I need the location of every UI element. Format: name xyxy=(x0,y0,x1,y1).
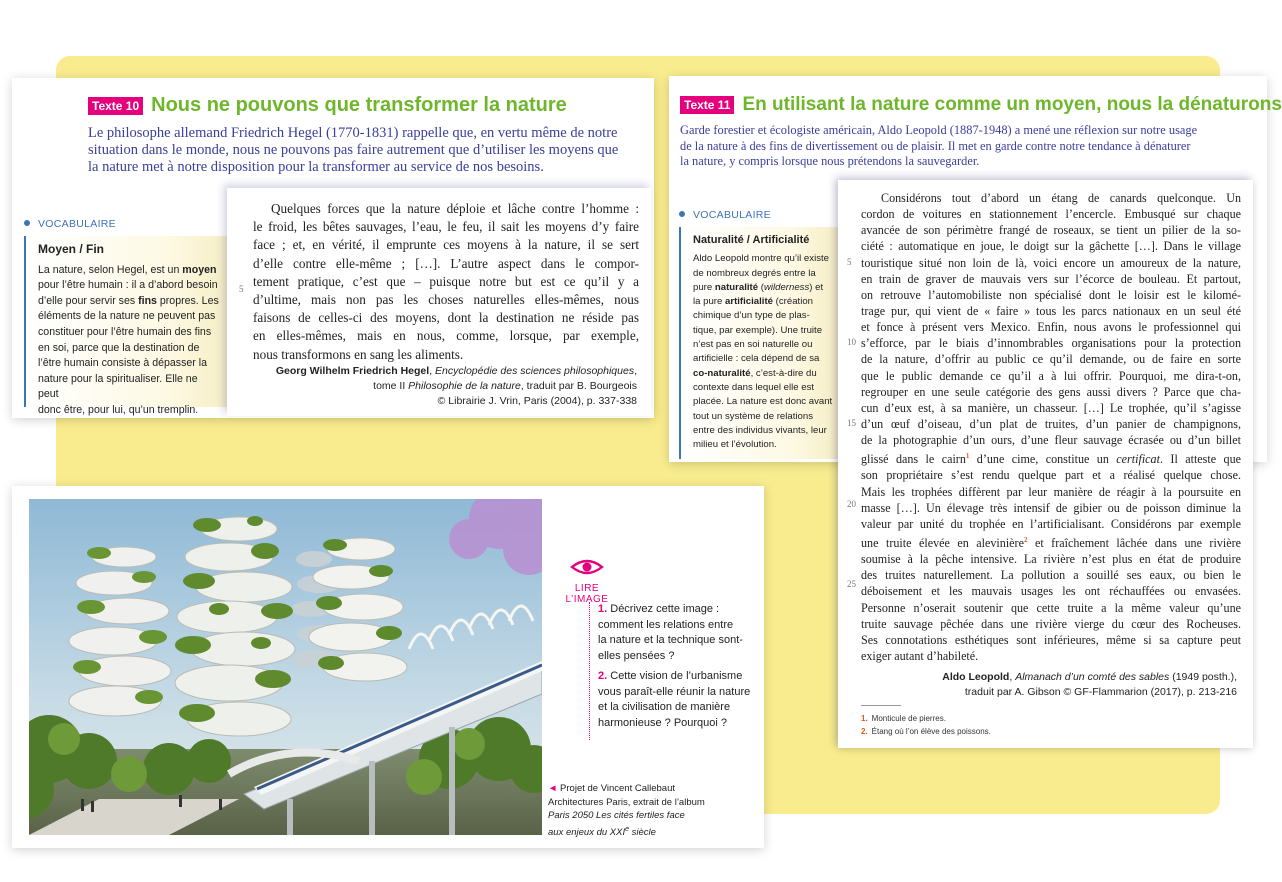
vocabulary-box xyxy=(679,227,839,459)
line-number: 25 xyxy=(847,579,856,590)
line-number: 5 xyxy=(239,284,244,294)
body-line: exiger autant d’habileté. xyxy=(861,649,979,663)
vocabulary-line: d’elle pour servir ses fins propres. Les xyxy=(38,294,219,307)
body-line: face ; et, en vérité, il emprunte ces moyens à la nature, il se sert xyxy=(253,237,639,253)
vocabulary-line: pure naturalité (wilderness) et xyxy=(693,281,824,293)
image-questions xyxy=(589,602,758,740)
vocabulary-line: Aldo Leopold montre qu’il existe xyxy=(693,253,829,265)
texte-11-tag: Texte 11 xyxy=(680,96,734,114)
architecture-photo xyxy=(29,499,542,835)
line-number: 5 xyxy=(847,256,852,267)
body-line: avancée de son périmètre frangé de roseaux, se tient un pilier de la so- xyxy=(861,223,1241,238)
body-line: de la photographie d’un ours, d’une fleur sauvage écrasée ou d’un billet xyxy=(861,433,1241,448)
eye-icon xyxy=(552,556,622,578)
vocabulary-line: co-naturalité, c’est-à-dire du xyxy=(693,367,817,379)
vocabulary-line: artificielle : cela dépend de sa xyxy=(693,353,820,365)
vocabulary-line: milieu et l’évolution. xyxy=(693,439,777,451)
texte-10-body xyxy=(253,200,639,364)
footnotes xyxy=(861,705,991,738)
texte-10-tag: Texte 10 xyxy=(88,97,143,115)
image-caption: ◄ Projet de Vincent Callebaut Architectures Paris, extrait de l’album Paris 2050 Les cités fertiles face aux enjeux du XXIe siècle xyxy=(548,783,705,838)
texte-11-intro: Garde forestier et écologiste américain, Aldo Leopold (1887-1948) a mené une réflexion sur notre usage de la nature à des fins de divertissement ou de plaisir. Il met en garde contre notre tendance à dénaturer la nature, y compris lorsque nous prétendons la sauvegarder. xyxy=(680,123,1198,168)
vocabulary-line: constituer pour l’être humain des fins xyxy=(38,325,212,338)
vocabulary-line: chimique d’un type de plas- xyxy=(693,310,810,322)
line-number: 20 xyxy=(847,498,856,509)
texte-11-credit: Aldo Leopold, Almanach d’un comté des sables (1949 posth.), traduit par A. Gibson © GF-Flammarion (2017), p. 213-216 xyxy=(942,671,1237,698)
vocabulary-line: tout un système de relations xyxy=(693,410,813,422)
body-line: que le public demande ce qu’il a à lui offrir. Pourquoi, me dira-t-on, xyxy=(861,368,1241,383)
footnote-1: 1. Monticule de pierres. xyxy=(861,714,946,723)
body-line: cordon de voitures en stationnement l’encercle. Embusqué sur chaque xyxy=(861,207,1241,222)
vocabulary-text xyxy=(693,252,833,452)
vocabulary-title: Moyen / Fin xyxy=(38,242,104,256)
texte-11-vocabulary xyxy=(679,209,839,459)
body-line: d’ultime, mais non pas les choses naturelles elles-mêmes, nous xyxy=(253,292,639,308)
vocabulary-line: contexte dans lequel elle est xyxy=(693,381,815,393)
image-panel xyxy=(12,486,764,848)
vocabulary-line: nature pour la spiritualiser. Elle ne peut xyxy=(38,372,198,401)
vocabulary-line: placée. La nature est donc avant xyxy=(693,396,833,408)
body-line: des truites naturellement. La pollution a souillé ses eaux, ou bien le xyxy=(861,568,1241,583)
body-line: Ses connotations esthétiques sont inférieures, même si sa capture peut xyxy=(861,632,1241,647)
body-line: le froid, les bêtes sauvages, l’eau, le feu, il sait les moyens d’y faire xyxy=(253,219,639,235)
body-line: d’un œuf d’oiseau, d’un plat de truites, d’un panier de champignons, xyxy=(861,416,1241,431)
texte-11-title: En utilisant la nature comme un moyen, nous la dénaturons xyxy=(742,94,1282,115)
texte-11-excerpt xyxy=(838,180,1253,748)
line-number: 10 xyxy=(847,337,856,348)
vocabulary-text xyxy=(38,263,220,419)
footnote-2: 2. Étang où l’on élève des poissons. xyxy=(861,727,991,736)
texte-10-panel xyxy=(12,78,654,418)
texte-10-heading xyxy=(88,94,567,117)
question-1: 1. Décrivez cette image : comment les relations entre la nature et la technique sont- elles pensées ? xyxy=(598,603,743,662)
body-line: en elles-mêmes, mais en nous, comme, lorsque, par exemple, xyxy=(253,328,639,344)
vocabulary-line: entre des individus vivants, leur xyxy=(693,424,827,436)
body-line: s’efforce, par le biais d’innombrables organisations pour la protection xyxy=(861,336,1241,351)
lire-limage xyxy=(552,556,622,605)
body-line: en train de graver de mauvais vers sur l’écorce de bouleau. Et partout, xyxy=(861,271,1241,286)
body-line: de la nature, d’offrir au public ce qu’il demande, ou de faire en sorte xyxy=(861,352,1241,367)
texte-10-excerpt xyxy=(227,188,651,416)
caption-arrow-icon: ◄ xyxy=(548,783,558,794)
bullet-icon xyxy=(679,211,685,217)
vocabulary-line: en soi, parce que la destination de xyxy=(38,341,200,354)
texte-10-vocabulary xyxy=(24,218,228,416)
body-line: et fonce à présent vers Mexico. Enfin, nous avons le professionnel qui xyxy=(861,320,1241,335)
body-line: soumise à la pêche intensive. La rivière n’est plus en état de produire xyxy=(861,552,1241,567)
body-line: truite sauvage pêchée dans une rivière vierge du cœur des Rocheuses. xyxy=(861,616,1241,631)
body-line: ciété : automatique en joue, le doigt sur la gâchette […]. Dans le village xyxy=(861,239,1241,254)
texte-10-title: Nous ne pouvons que transformer la nature xyxy=(151,94,567,116)
question-2: 2. Cette vision de l’urbanisme vous paraît-elle réunir la nature et la civilisation de manière harmonieuse ? Pourquoi ? xyxy=(598,670,751,729)
body-line: Mais les trophées diffèrent par leur manière de réagir à la poursuite en xyxy=(861,484,1241,499)
vocabulary-box xyxy=(24,236,228,416)
vocabulary-line: n’est pas en soi naturelle ou xyxy=(693,339,813,351)
vocabulary-line: la pure artificialité (création xyxy=(693,296,813,308)
footnote-rule xyxy=(861,705,901,706)
futuristic-city-illustration xyxy=(29,499,542,835)
body-line: on retrouve l’automobiliste non spécialisé dont le loisir est le kilomé- xyxy=(861,287,1241,302)
body-line: Quelques forces que la nature déploie et lâche contre l’homme : xyxy=(271,201,639,216)
body-line: tement pratique, c’est que – puisque notre but est ce qu’il y a xyxy=(253,273,639,289)
bullet-icon xyxy=(24,220,30,226)
vocabulary-line: l’être humain consiste à dépasser la xyxy=(38,357,208,370)
body-line: une truite élevée en alevinière$^2$ et fraîchement lâchée dans une rivière xyxy=(861,535,1241,551)
body-line: valeur par unité du trophée en l’artificialisant. Considérons par exemple xyxy=(861,516,1241,531)
body-line: faisons de celles-ci des moyens, dont la destination ne réside pas xyxy=(253,310,639,326)
body-line: touristique situé non loin de là, voici encore un amoureux de la nature, xyxy=(861,255,1241,270)
body-line: cun d’eux est, à sa manière, un chasseur. […] Le trophée, qu’il s’agisse xyxy=(861,400,1241,415)
body-line: Considérons tout d’abord un étang de canards quelconque. Un xyxy=(881,191,1241,205)
vocabulary-line: La nature, selon Hegel, est un moyen xyxy=(38,263,217,276)
body-line: masse […]. Un élevage très intensif de gibier ou de poisson diminue la xyxy=(861,500,1241,515)
vocabulary-line: donc être, pour lui, qu’un tremplin. xyxy=(38,403,199,416)
vocabulary-line: tique, par exemple). Une truite xyxy=(693,324,823,336)
vocabulary-title: Naturalité / Artificialité xyxy=(693,234,810,246)
body-line: d’elle contre elle-même ; […]. L’autre aspect dans le compor- xyxy=(253,255,639,271)
body-line: nous transformons en sang les aliments. xyxy=(253,346,464,362)
vocabulary-line: éléments de la nature ne peuvent pas xyxy=(38,310,216,323)
vocabulary-line: pour l’être humain : il a d’abord besoin xyxy=(38,279,218,292)
body-line: déboisement et les mauvais usages les ont réchauffées ou envasées. xyxy=(861,584,1241,599)
lire-limage-label: LIRE L’IMAGE xyxy=(565,583,609,605)
vocabulary-label: VOCABULAIRE xyxy=(24,218,228,230)
body-line: son propriétaire s’est rendu quelque part et a réalisé quelque chose. xyxy=(861,468,1241,483)
texte-11-body xyxy=(861,190,1241,664)
body-line: Personne n’oserait soutenir que cette truite a la même valeur qu’une xyxy=(861,600,1241,615)
texte-10-credit: Georg Wilhelm Friedrich Hegel, Encyclopédie des sciences philosophiques, tome II Philosophie de la nature, traduit par B. Bourgeois © Librairie J. Vrin, Paris (2004), p. 337-338 xyxy=(275,365,637,407)
body-line: trage pur, qui vient de « faire » tous les parcs nationaux en un seul été xyxy=(861,303,1241,318)
body-line: glissé dans le cairn$^1$ d’une cime, constitue un certificat. Il atteste que xyxy=(861,452,1241,467)
line-number: 15 xyxy=(847,417,856,428)
vocabulary-line: de nombreux degrés entre la xyxy=(693,267,816,279)
vocabulary-label: VOCABULAIRE xyxy=(679,209,839,221)
body-line: regrouper en une seule catégorie des gens aussi divers ? Parce que cha- xyxy=(861,384,1241,399)
texte-10-intro: Le philosophe allemand Friedrich Hegel (1770-1831) rappelle que, en vertu même de notre situation dans le monde, nous ne pouvons pas faire autrement que d’utiliser les moyens que la nature met à notre disposition pour la transformer au service de nos besoins. xyxy=(88,125,619,175)
texte-11-heading xyxy=(680,94,1282,116)
